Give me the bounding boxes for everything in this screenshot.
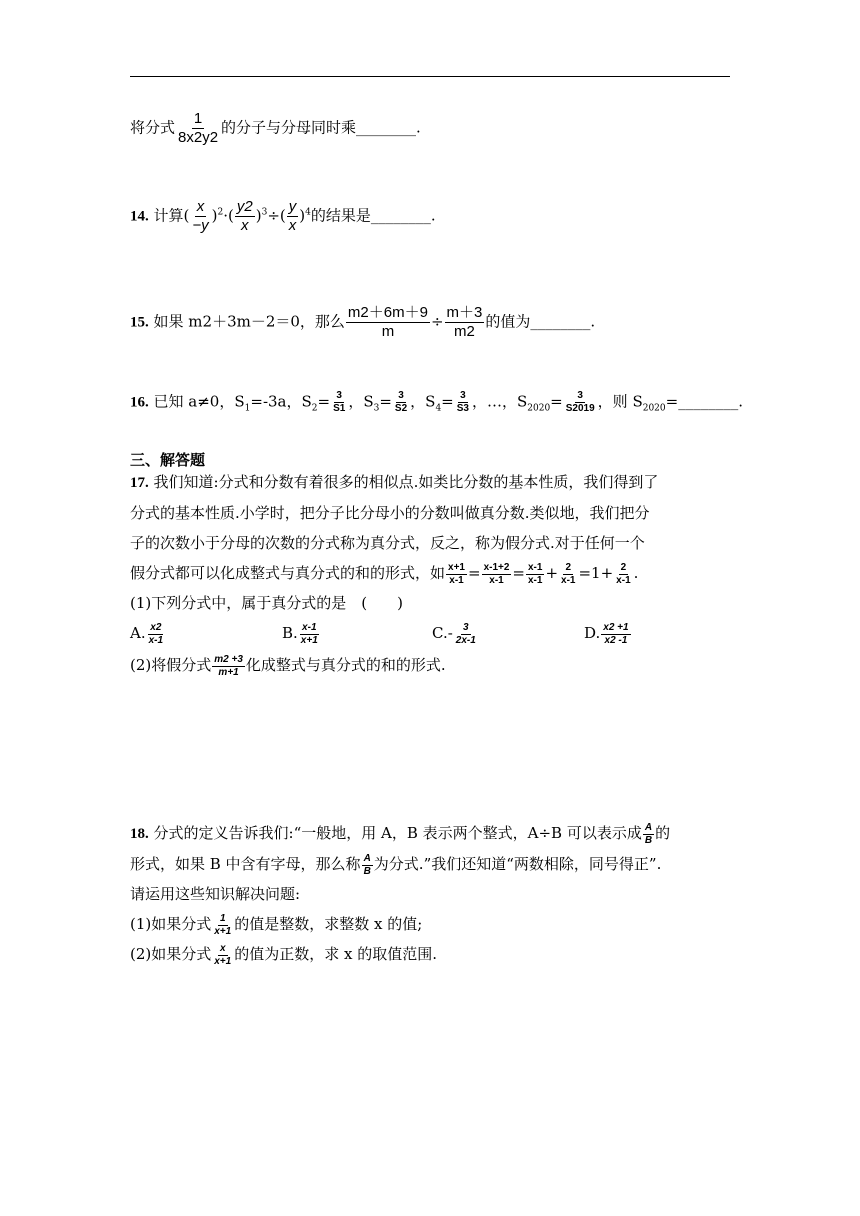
- q14-exp-1: 2: [217, 207, 224, 218]
- option-c-frac: [454, 622, 478, 647]
- q13-suffix: 的分子与分母同时乘________.: [221, 118, 421, 137]
- q18-sub1-suffix: 的值是整数，求整数 x 的值;: [234, 915, 423, 933]
- option-a-label: A.: [130, 624, 146, 642]
- q17-sub2-den: m+1: [218, 666, 239, 678]
- q13-prefix: 将分式: [130, 118, 176, 137]
- q13-fraction: [176, 110, 220, 147]
- q14-paren-3: ): [299, 206, 306, 225]
- q17-ex-frac-5: [614, 562, 632, 587]
- q15-number: 15.: [130, 314, 149, 331]
- q17-ex-plus: +: [545, 564, 559, 582]
- q18-l2a: 形式，如果 B 中含有字母，那么称: [130, 855, 361, 873]
- q16-frac-4: [564, 390, 597, 415]
- q18-line-3: 请运用这些知识解决问题:: [130, 885, 301, 903]
- q14-exp-2: 3: [261, 207, 268, 218]
- q18-line-2: [130, 849, 730, 879]
- q14-div: ÷(: [267, 206, 286, 225]
- q17-line-1: [130, 467, 730, 498]
- q18-sub2-num: x: [219, 942, 226, 954]
- q17-ex-eq-2: =: [512, 564, 525, 582]
- q14-f2-num: y2: [236, 198, 253, 215]
- q18-ab-frac-2: [362, 853, 373, 878]
- q17-ex-frac-4: [559, 562, 577, 587]
- option-c-num: 3: [463, 621, 469, 633]
- q18-sub2-frac: [212, 943, 233, 968]
- option-a: [130, 618, 166, 648]
- q16-eq-3: =: [441, 392, 454, 411]
- q17-l1: 我们知道:分式和分数有着很多的相似点.如类比分数的基本性质，我们得到了: [153, 473, 659, 491]
- q14-number: 14.: [130, 208, 149, 225]
- option-d: [584, 618, 632, 648]
- q18-ab1-den: B: [644, 834, 653, 846]
- q14-f1-den: −y: [192, 217, 209, 234]
- q14-dot: ·(: [223, 206, 234, 225]
- q17-line-2: 分式的基本性质.小学时，把分子比分母小的分数叫做真分数.类似地，我们把分: [130, 504, 650, 522]
- q14-f2-den: x: [241, 217, 249, 234]
- q16-text-f: ，则 S: [597, 392, 643, 411]
- q16-text-a: 已知 a≠0，S: [153, 392, 245, 411]
- q13-frac-num: 1: [193, 110, 203, 127]
- q17-sub2-prefix: (2)将假分式: [130, 656, 212, 674]
- option-d-num: x2 +1: [603, 621, 629, 633]
- q17-ex-f1-num: x+1: [448, 561, 465, 573]
- option-b-num: x-1: [302, 621, 317, 633]
- question-18: [130, 818, 730, 969]
- q17-ex-f3-den: x-1: [528, 574, 543, 586]
- q18-sub1-den: x+1: [214, 925, 232, 937]
- q17-ex-dot: .: [633, 564, 639, 582]
- option-d-frac: [601, 622, 630, 647]
- q16-text-b: =-3a，S: [250, 392, 312, 411]
- option-d-label: D.: [584, 624, 601, 642]
- q18-l1a: 分式的定义告诉我们:“一般地，用 A，B 表示两个整式，A÷B 可以表示成: [153, 824, 642, 842]
- q14-paren-2: ): [255, 206, 262, 225]
- q14-frac-3: [287, 198, 299, 235]
- q18-sub2-suffix: 的值为正数，求 x 的取值范围.: [234, 945, 437, 963]
- q18-ab-frac-1: [643, 822, 654, 847]
- q16-sub-1: 1: [244, 403, 251, 414]
- q14-frac-2: [235, 198, 255, 235]
- q18-ab2-num: A: [363, 852, 371, 864]
- option-c: [432, 618, 479, 648]
- q18-number: 18.: [130, 826, 149, 842]
- option-b-label: B.: [282, 624, 298, 642]
- q17-ex-frac-1: [446, 562, 467, 587]
- question-16: [130, 390, 743, 420]
- q16-sub-3: 3: [373, 403, 380, 414]
- q16-sub-5: 2020: [527, 403, 551, 414]
- q16-f4-den: S2019: [565, 403, 595, 414]
- q16-f2-num: 3: [398, 390, 404, 401]
- q14-f1-num: x: [196, 198, 205, 215]
- q16-f4-num: 3: [577, 390, 583, 401]
- q16-sub-2: 2: [311, 403, 318, 414]
- q16-f1-num: 3: [336, 390, 342, 401]
- q15-prefix: 如果 m2＋3m－2＝0，那么: [153, 312, 345, 331]
- q14-f3-num: y: [288, 198, 297, 215]
- q17-ex-f2-num: x-1+2: [483, 561, 510, 573]
- option-b-frac: [299, 622, 320, 647]
- q17-l4: 假分式都可以化成整式与真分式的和的形式，如: [130, 564, 446, 582]
- q14-prefix: 计算(: [153, 206, 190, 225]
- q15-f1-den: m: [381, 323, 395, 340]
- q17-ex-f1-den: x-1: [449, 574, 464, 586]
- q18-sub-question-1: [130, 909, 730, 939]
- q16-frac-1: [331, 390, 347, 415]
- q17-ex-f5-num: 2: [620, 561, 627, 573]
- q16-text-c: ，S: [348, 392, 374, 411]
- q14-exp-3: 4: [305, 207, 311, 218]
- q16-f3-den: S3: [456, 403, 469, 414]
- q16-eq-1: =: [317, 392, 331, 411]
- header-rule: [130, 76, 730, 77]
- option-b: [282, 618, 321, 648]
- q18-l2b: 为分式.”我们还知道“两数相除，同号得正”.: [373, 855, 662, 873]
- question-13: [130, 110, 421, 147]
- question-14: [130, 198, 436, 235]
- q16-f3-num: 3: [460, 390, 466, 401]
- q15-suffix: 的值为________.: [485, 312, 596, 331]
- q17-ex-eq-3: =1+: [578, 564, 614, 582]
- option-d-den: x2 -1: [604, 634, 628, 646]
- question-17: [130, 467, 730, 680]
- q16-sub-6: 2020: [642, 403, 666, 414]
- q17-ex-f4-den: x-1: [561, 574, 576, 586]
- q16-sub-4: 4: [435, 403, 442, 414]
- q16-frac-2: [393, 390, 409, 415]
- option-a-den: x-1: [148, 634, 164, 646]
- q18-sub2-prefix: (2)如果分式: [130, 945, 212, 963]
- q17-sub2-suffix: 化成整式与真分式的和的形式.: [245, 656, 446, 674]
- q17-sub2-frac: [212, 654, 245, 679]
- q15-frac-1: [346, 304, 430, 341]
- q18-sub1-prefix: (1)如果分式: [130, 915, 212, 933]
- q14-frac-1: [190, 198, 210, 235]
- option-b-den: x+1: [300, 634, 318, 646]
- q17-ex-f4-num: 2: [565, 561, 572, 573]
- question-15: [130, 304, 595, 341]
- option-c-label: C.-: [432, 624, 453, 642]
- q16-frac-3: [455, 390, 471, 415]
- q15-f2-num: m＋3: [446, 304, 483, 321]
- q18-sub2-den: x+1: [214, 955, 232, 967]
- q17-ex-frac-2: [482, 562, 512, 587]
- q15-f2-den: m2: [454, 323, 475, 340]
- option-c-den: 2x-1: [455, 634, 476, 646]
- q18-sub1-num: 1: [219, 912, 226, 924]
- q17-line-4: [130, 558, 730, 588]
- section-heading: 三、解答题: [130, 452, 206, 469]
- q18-l1b: 的: [655, 824, 671, 842]
- q14-suffix: 的结果是________.: [310, 206, 436, 225]
- q16-f2-den: S2: [394, 403, 408, 414]
- q17-number: 17.: [130, 475, 149, 491]
- q15-frac-2: [445, 304, 485, 341]
- q17-ex-f3-num: x-1: [528, 561, 543, 573]
- q16-text-d: ，S: [410, 392, 436, 411]
- q16-f1-den: S1: [333, 403, 346, 414]
- q16-eq-4: =: [550, 392, 563, 411]
- option-a-num: x2: [150, 621, 162, 633]
- q18-sub-question-2: [130, 939, 730, 969]
- q18-sub1-frac: [212, 913, 233, 938]
- q17-sub-question-1: (1)下列分式中，属于真分式的是 ( ): [130, 594, 403, 612]
- q16-number: 16.: [130, 394, 149, 411]
- option-a-frac: [147, 622, 165, 647]
- q18-ab2-den: B: [363, 865, 371, 877]
- q17-ex-frac-3: [526, 562, 544, 587]
- q18-line-1: [130, 818, 730, 849]
- q17-sub-question-2: [130, 650, 730, 680]
- q17-ex-f5-den: x-1: [616, 574, 631, 586]
- q14-f3-den: x: [288, 217, 297, 234]
- q17-ex-eq-1: =: [467, 564, 481, 582]
- q15-f1-num: m2＋6m＋9: [347, 304, 428, 321]
- q16-text-g: =________.: [665, 392, 743, 411]
- q13-frac-den: 8x2y2: [178, 129, 219, 146]
- q16-text-e: ，…，S: [471, 392, 528, 411]
- q17-ex-f2-den: x-1: [489, 574, 504, 586]
- q17-line-3: 子的次数小于分母的次数的分式称为真分式，反之，称为假分式.对于任何一个: [130, 534, 645, 552]
- q17-options: [130, 618, 730, 650]
- q16-eq-2: =: [379, 392, 392, 411]
- q15-op: ÷: [430, 312, 444, 331]
- q14-paren-1: ): [211, 206, 218, 225]
- q17-sub2-num: m2 +3: [214, 653, 243, 665]
- q18-ab1-num: A: [644, 821, 653, 833]
